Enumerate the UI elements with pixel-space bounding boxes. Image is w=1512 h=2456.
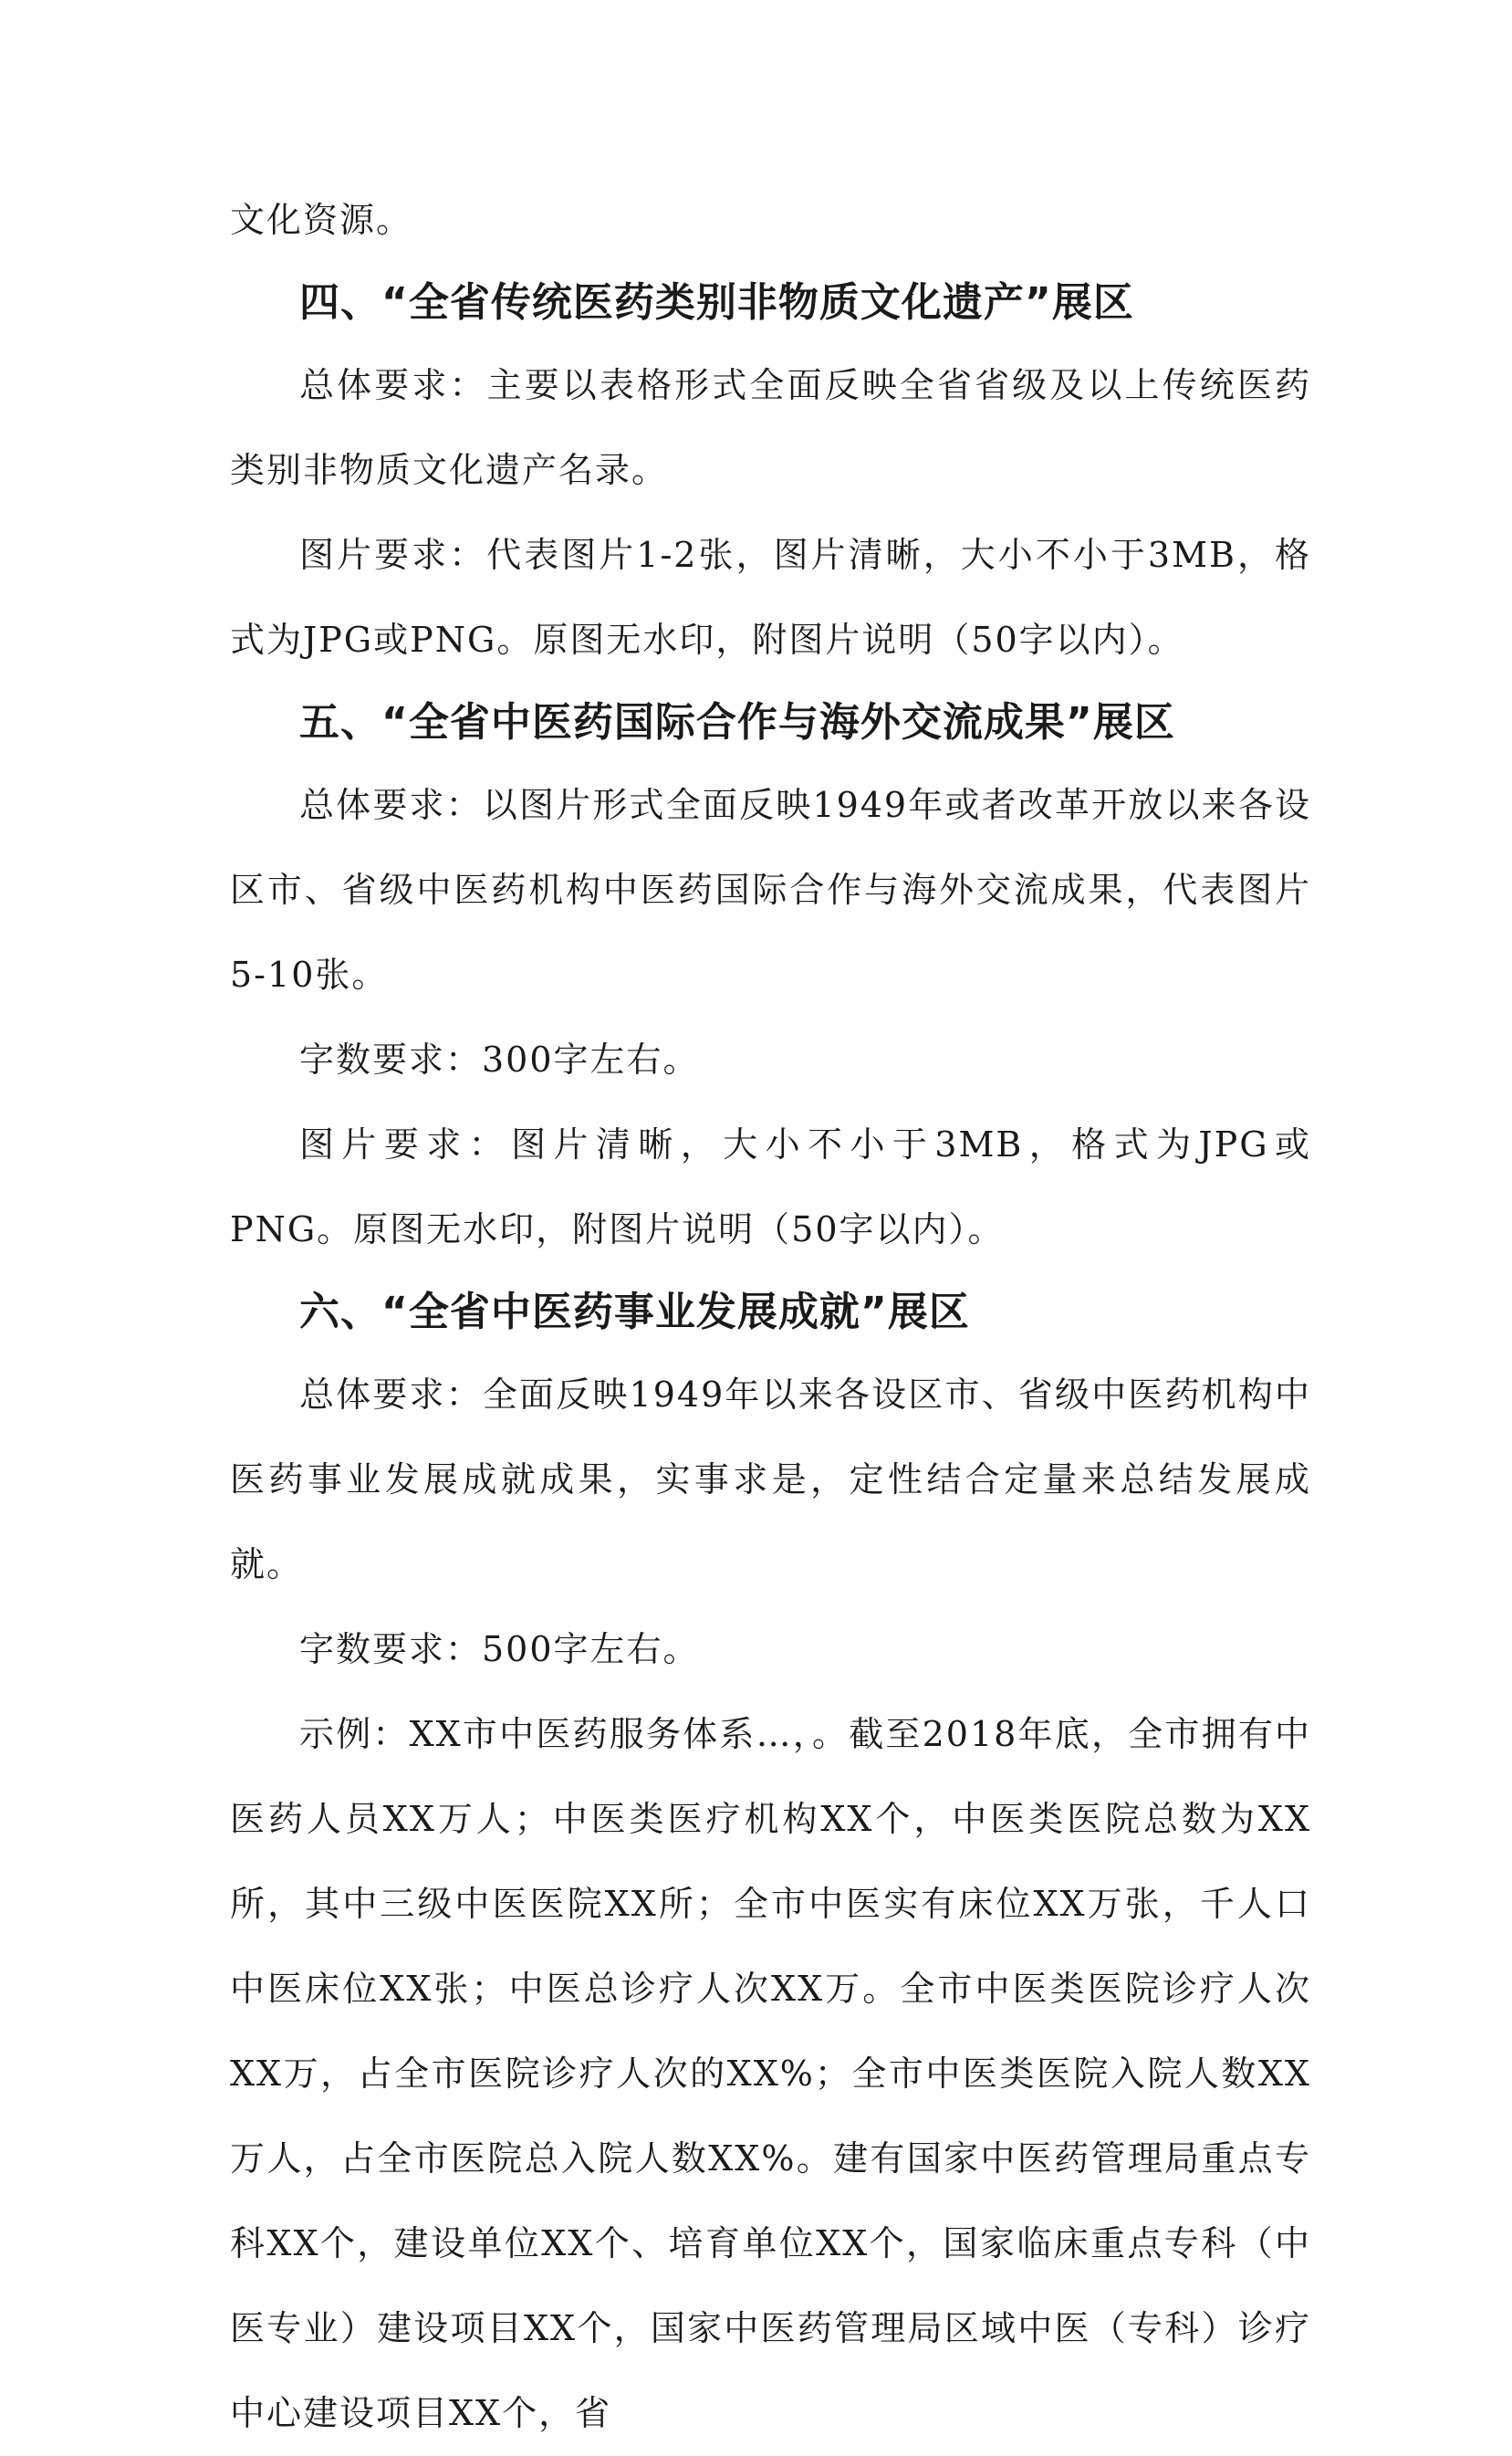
paragraph-image-requirement: 图片要求：图片清晰，大小不小于3MB，格式为JPG或PNG。原图无水印，附图片说明（50字以内）。 <box>230 1124 1311 1249</box>
paragraph-example: 示例：XX市中医药服务体系…，。截至2018年底，全市拥有中医药人员XX万人；中医类医疗机构XX个，中医类医院总数为XX所，其中三级中医医院XX所；全市中医实有床位XX万张，千人口中医床位XX张；中医总诊疗人次XX万。全市中医类医院诊疗人次XX万，占全市医院诊疗人次的XX%；全市中医类医院入院人数XX万人，占全市医院总入院人数XX%。建有国家中医药管理局重点专科XX个，建设单位XX个、培育单位XX个，国家临床重点专科（中医专业）建设项目XX个，国家中医药管理局区域中医（专科）诊疗中心建设项目XX个，省 <box>230 1714 1311 2433</box>
paragraph-overall-requirement: 总体要求：全面反映1949年以来各设区市、省级中医药机构中医药事业发展成就成果，实事求是，定性结合定量来总结发展成就。 <box>230 1374 1311 1584</box>
section-six <box>230 1272 1311 2456</box>
section-heading: 五、“全省中医药国际合作与海外交流成果”展区 <box>299 699 1175 746</box>
section-heading: 四、“全省传统医药类别非物质文化遗产”展区 <box>299 279 1134 326</box>
section-five <box>230 683 1311 1272</box>
opening-text: 文化资源。 <box>230 200 413 240</box>
document-body <box>230 178 1311 2456</box>
paragraph-word-count-requirement: 字数要求：300字左右。 <box>299 1040 700 1080</box>
paragraph-overall-requirement: 总体要求：主要以表格形式全面反映全省省级及以上传统医药类别非物质文化遗产名录。 <box>230 365 1311 490</box>
paragraph-image-requirement: 图片要求：代表图片1-2张，图片清晰，大小不小于3MB，格式为JPG或PNG。原图无水印，附图片说明（50字以内）。 <box>230 535 1311 660</box>
section-four <box>230 263 1311 683</box>
paragraph-word-count-requirement: 字数要求：500字左右。 <box>299 1629 700 1669</box>
section-heading: 六、“全省中医药事业发展成就”展区 <box>299 1289 970 1335</box>
paragraph-overall-requirement: 总体要求：以图片形式全面反映1949年或者改革开放以来各设区市、省级中医药机构中医药国际合作与海外交流成果，代表图片5-10张。 <box>230 785 1311 995</box>
